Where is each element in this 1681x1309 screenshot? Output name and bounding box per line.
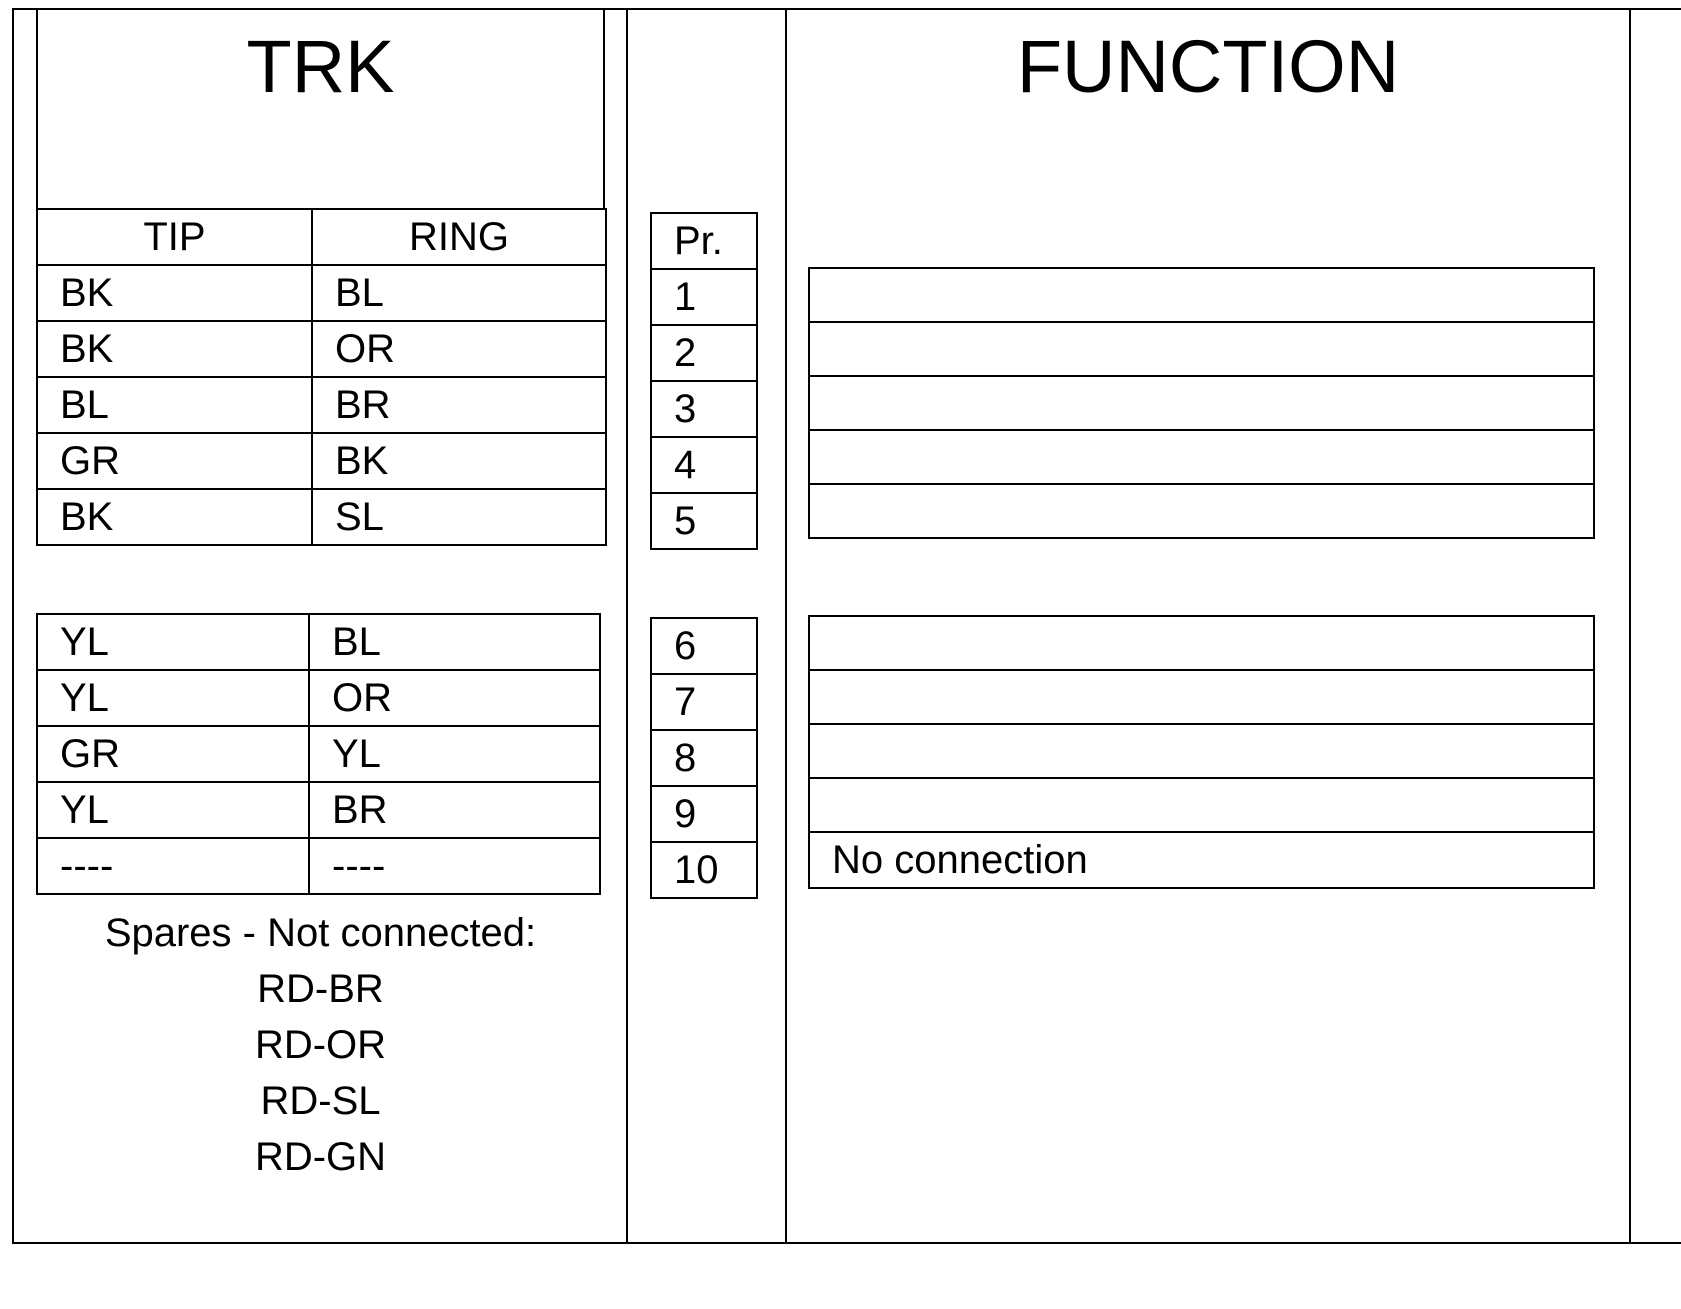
ring-cell: BR (312, 377, 606, 433)
pair-table-group2 (650, 617, 758, 899)
function-cell[interactable] (809, 670, 1594, 724)
pair-number: 9 (651, 786, 757, 842)
table-row (651, 269, 757, 325)
function-cell[interactable] (809, 724, 1594, 778)
function-cell[interactable] (809, 376, 1594, 430)
table-row (809, 430, 1594, 484)
table-row (651, 381, 757, 437)
table-row (37, 265, 606, 321)
ring-cell: BR (309, 782, 600, 838)
table-row (809, 616, 1594, 670)
ring-cell: ---- (309, 838, 600, 894)
table-row (37, 433, 606, 489)
function-cell[interactable] (809, 430, 1594, 484)
function-table-group2 (808, 615, 1595, 889)
tip-cell: BK (37, 321, 312, 377)
table-header-row (651, 213, 757, 269)
table-row (37, 321, 606, 377)
spares-block (36, 905, 605, 1185)
table-row (37, 489, 606, 545)
pair-header: Pr. (651, 213, 757, 269)
ring-cell: BL (312, 265, 606, 321)
spare-pair: RD-OR (254, 1023, 387, 1067)
table-row (809, 670, 1594, 724)
function-title: FUNCTION (1016, 25, 1400, 108)
table-header-row (37, 209, 606, 265)
function-cell[interactable] (809, 322, 1594, 376)
ring-cell: BL (309, 614, 600, 670)
table-row (37, 377, 606, 433)
table-row (651, 674, 757, 730)
pair-number: 2 (651, 325, 757, 381)
spare-pair: RD-SL (260, 1079, 381, 1123)
table-row (809, 832, 1594, 888)
pair-number: 6 (651, 618, 757, 674)
table-row (37, 670, 600, 726)
table-row (809, 724, 1594, 778)
table-row (651, 618, 757, 674)
pair-number: 10 (651, 842, 757, 898)
ring-cell: YL (309, 726, 600, 782)
ring-cell: OR (309, 670, 600, 726)
table-row (809, 778, 1594, 832)
trk-title: TRK (246, 25, 395, 108)
spare-pair: RD-BR (257, 967, 384, 1011)
table-row (651, 730, 757, 786)
function-cell[interactable] (809, 268, 1594, 322)
spares-title: Spares - Not connected: (104, 911, 537, 955)
ring-cell: BK (312, 433, 606, 489)
pair-number: 8 (651, 730, 757, 786)
tip-cell: ---- (37, 838, 309, 894)
pair-number: 7 (651, 674, 757, 730)
spare-pair: RD-GN (254, 1135, 387, 1179)
table-row (651, 493, 757, 549)
pair-number: 3 (651, 381, 757, 437)
trk-table-group1 (36, 208, 607, 546)
table-row (651, 786, 757, 842)
ring-cell: OR (312, 321, 606, 377)
table-row (37, 782, 600, 838)
pair-table-group1 (650, 212, 758, 550)
table-row (809, 322, 1594, 376)
table-row (651, 437, 757, 493)
pair-number: 1 (651, 269, 757, 325)
trk-table-group2 (36, 613, 601, 895)
pair-number: 4 (651, 437, 757, 493)
table-row (809, 484, 1594, 538)
tip-header: TIP (37, 209, 312, 265)
tip-cell: BL (37, 377, 312, 433)
tip-cell: YL (37, 670, 309, 726)
tip-cell: GR (37, 433, 312, 489)
tip-cell: GR (37, 726, 309, 782)
table-row (809, 376, 1594, 430)
function-table-group1 (808, 267, 1595, 539)
table-row (37, 614, 600, 670)
tip-cell: BK (37, 489, 312, 545)
table-row (37, 838, 600, 894)
column-divider (785, 8, 787, 1244)
table-row (651, 842, 757, 898)
table-row (37, 726, 600, 782)
function-cell[interactable] (809, 616, 1594, 670)
function-cell[interactable]: No connection (809, 832, 1594, 888)
pair-number: 5 (651, 493, 757, 549)
tip-cell: BK (37, 265, 312, 321)
function-cell[interactable] (809, 484, 1594, 538)
tip-cell: YL (37, 614, 309, 670)
column-divider (1629, 8, 1631, 1244)
function-cell[interactable] (809, 778, 1594, 832)
ring-cell: SL (312, 489, 606, 545)
ring-header: RING (312, 209, 606, 265)
tip-cell: YL (37, 782, 309, 838)
column-divider (626, 8, 628, 1244)
table-row (809, 268, 1594, 322)
table-row (651, 325, 757, 381)
